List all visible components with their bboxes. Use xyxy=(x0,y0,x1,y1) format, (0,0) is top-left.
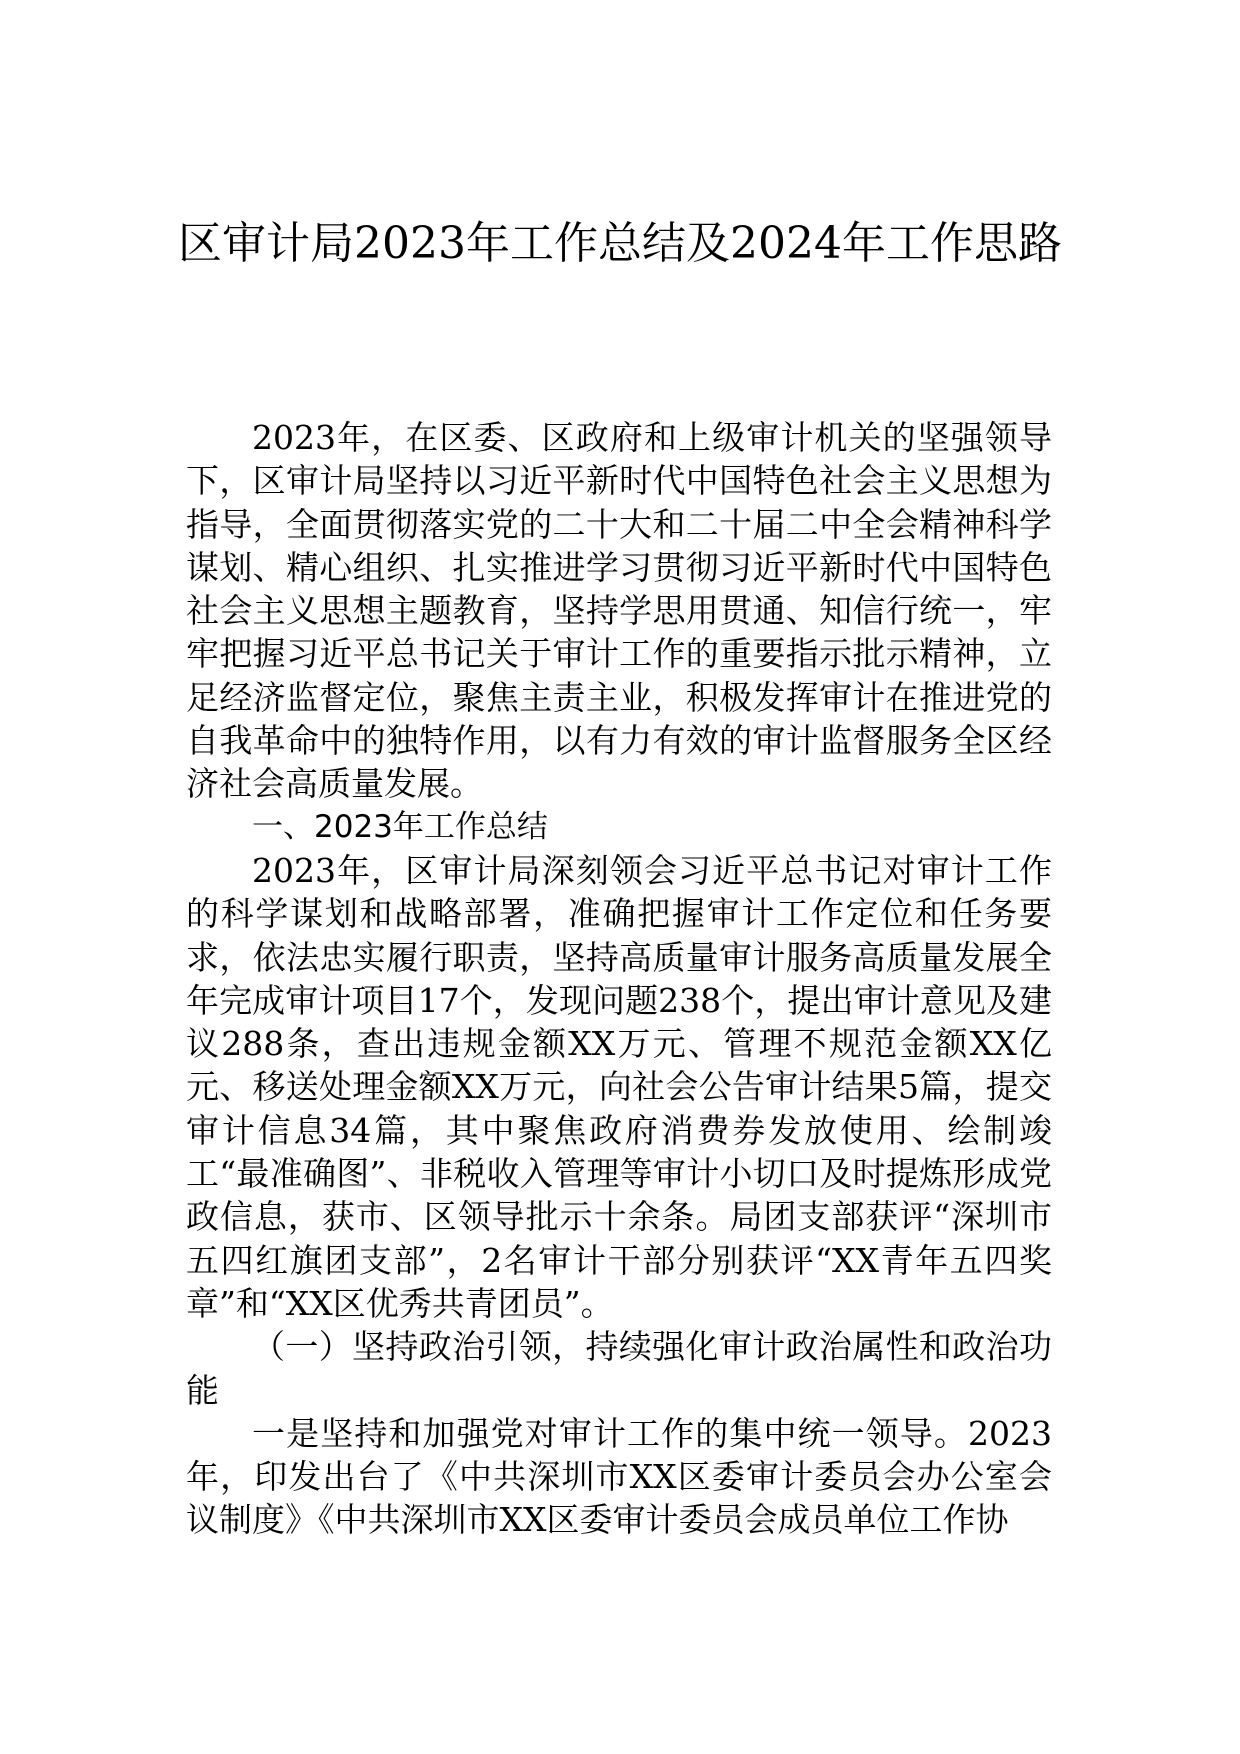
subsection-heading: （一）坚持政治引领，持续强化审计政治属性和政治功能 xyxy=(186,1327,1052,1410)
section-heading: 一、2023年工作总结 xyxy=(252,808,548,845)
section-paragraph: 2023年，区审计局深刻领会习近平总书记对审计工作的科学谋划和战略部署，准确把握审计工作定位和任务要求，依法忠实履行职责，坚持高质量审计服务高质量发展全年完成审计项目17个，发现问题238个，提出审计意见及建议288条，查出违规金额XX万元、管理不规范金额XX亿元、移送处理金额XX万元，向社会公告审计结果5篇，提交审计信息34篇，其中聚焦政府消费券发放使用、绘制竣工“最准确图”、非税收入管理等审计小切口及时提炼形成党政信息，获市、区领导批示十余条。局团支部获评“深圳市五四红旗团支部”，2名审计干部分别获评“XX青年五四奖章”和“XX区优秀共青团员”。 xyxy=(186,850,1052,1323)
document-title: 区审计局2023年工作总结及2024年工作思路 xyxy=(178,218,1062,269)
intro-paragraph: 2023年，在区委、区政府和上级审计机关的坚强领导下，区审计局坚持以习近平新时代中国特色社会主义思想为指导，全面贯彻落实党的二十大和二十届二中全会精神科学谋划、精心组织、扎实推进学习贯彻习近平新时代中国特色社会主义思想主题教育，坚持学思用贯通、知信行统一，牢牢把握习近平总书记关于审计工作的重要指示批示精神，立足经济监督定位，聚焦主责主业，积极发挥审计在推进党的自我革命中的独特作用，以有力有效的审计监督服务全区经济社会高质量发展。 xyxy=(186,418,1052,804)
document-body xyxy=(186,416,1052,1542)
subsection-paragraph: 一是坚持和加强党对审计工作的集中统一领导。2023年，印发出台了《中共深圳市XX区委审计委员会办公室会议制度》《中共深圳市XX区委审计委员会成员单位工作协 xyxy=(186,1413,1052,1540)
